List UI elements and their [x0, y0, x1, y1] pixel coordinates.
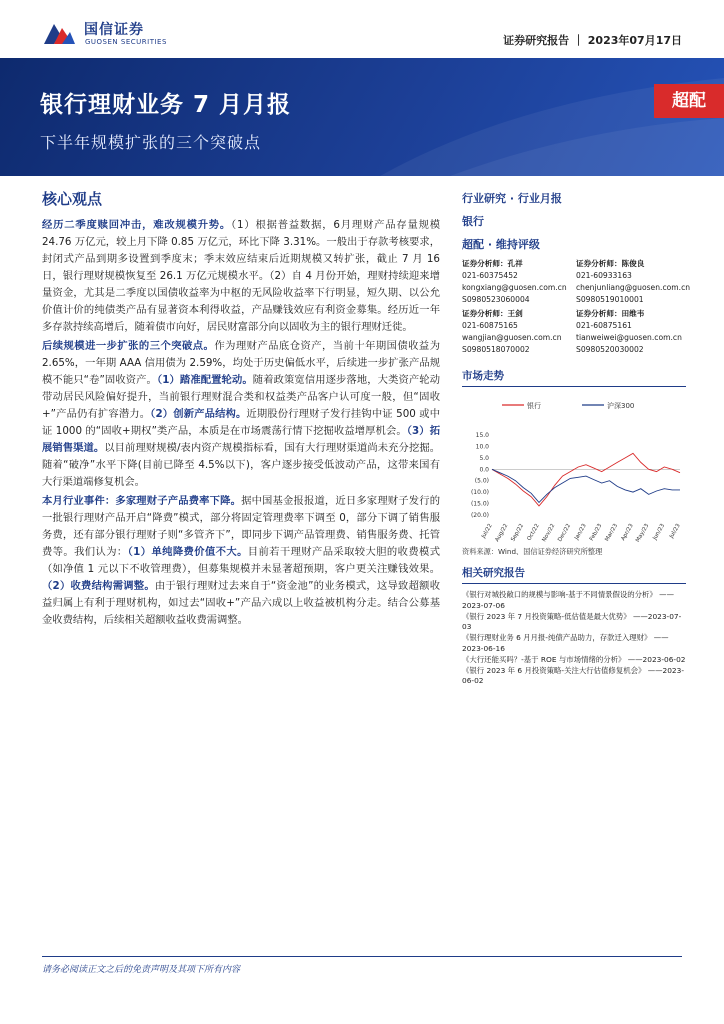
market-trend-chart: [462, 393, 686, 545]
x-axis: [480, 523, 682, 544]
p2-text-c: 近期股份行理财子发行挂钩中证 500 或中证 1000 的“固收+期权”类产品，本质是在市场震荡行情下挖掘收益增厚机会。: [42, 408, 440, 437]
p2-text-a: 作为理财产品底仓资产，当前十年期国债收益为 2.65%，一年期 AAA 信用债为 2.59%，均处于历史偏低水平，后续进一步扩张产品规模不能只“卷”固收资产。: [42, 340, 440, 386]
analyst-role: 证券分析师：陈俊良: [576, 259, 645, 268]
core-views: [42, 188, 440, 631]
y-tick-label: 15.0: [475, 432, 489, 439]
related-report-item[interactable]: 《大行还能买吗？-基于 ROE 与市场情绪的分析》 ——2023-06-02: [462, 654, 686, 664]
chart-svg: [462, 393, 686, 545]
x-tick-label: Aug/22: [494, 523, 510, 543]
analyst-card: [462, 308, 572, 356]
market-trend-title: 市场走势: [462, 368, 686, 387]
x-tick-label: Dec/22: [557, 523, 573, 543]
guosen-logo-icon: [42, 18, 76, 48]
analyst-email[interactable]: kongxiang@guosen.com.cn: [462, 283, 567, 292]
top-header: [0, 0, 724, 58]
analyst-cert: S0980519010001: [576, 295, 644, 304]
y-tick-label: (10.0): [470, 489, 489, 497]
brand-name-cn: 国信证券: [84, 22, 144, 38]
p3-highlight-2: （1）单纯降费价值不大。: [127, 546, 248, 558]
p2-highlight-3: （2）创新产品结构。: [150, 408, 247, 420]
footer-divider: [42, 956, 682, 957]
report-meta: 证券研究报告 ｜ 2023年07月17日: [503, 34, 682, 47]
x-tick-label: May/23: [635, 523, 651, 544]
brand-name-en: GUOSEN SECURITIES: [85, 38, 167, 46]
analyst-role: 证券分析师：王剑: [462, 309, 523, 318]
related-reports-list: [462, 590, 686, 687]
related-report-item[interactable]: 《银行理财业务 6 月月报-纯债产品助力，存款迁入理财》 ——2023-06-16: [462, 633, 669, 653]
chart-legend: [502, 401, 634, 410]
p1-text: （1）根据普益数据，6月理财产品存量规模 24.76 万亿元，较上月下降 0.85 万亿元，环比下降 3.31%。一般出于存款考核要求，封闭式产品到期多设置到季度末；季末效应结束后近期规模又转扩张，截止 7 月 16 日，银行理财规模恢复至 26.1 万亿元规模水平。（2）自 4 月份开始，理财持续迎来增量资金，尤其是二季度以国债收益率为中枢的无风险收益率下行明显，短久期、以公允价值计价的纯债类产品有显著资本利得收益，产品赚钱效应有利资金募集。经历近一年多存款持续高增后，随着债市向好，居民财富部分向以固收为主的银行理财迁徙。: [42, 219, 441, 333]
x-tick-label: Nov/22: [541, 523, 557, 543]
p1-highlight: 经历二季度赎回冲击，难改规模升势。: [42, 219, 232, 231]
p2-text-d: 以目前理财规模/表内资产规模指标看，国有大行理财渠道尚未充分挖掘。随着“破净”水平下降(目前已降至 4.5%以下)，客户逐步接受低波动产品，这带来国有大行渠道端修复机会。: [42, 442, 441, 488]
analyst-role: 证券分析师：田维韦: [576, 309, 645, 318]
title-banner: [0, 58, 724, 176]
analyst-phone: 021-60875161: [576, 321, 632, 330]
analyst-cert: S0980523060004: [462, 295, 530, 304]
x-tick-label: Jan/23: [573, 523, 588, 542]
related-report-item[interactable]: 《银行 2023 年 6 月投资策略-关注大行估值修复机会》 ——2023-06-02: [462, 665, 684, 685]
analyst-phone: 021-60375452: [462, 271, 518, 280]
paragraph-1: [42, 217, 440, 336]
y-tick-label: 0.0: [479, 466, 489, 474]
analyst-card: [576, 258, 691, 306]
sidebar: [462, 190, 691, 687]
series-line: [492, 469, 680, 502]
report-category: 行业研究 · 行业月报: [462, 192, 562, 205]
x-tick-label: Mar/23: [604, 523, 620, 543]
related-report-item[interactable]: 《银行 2023 年 7 月投资策略-低估值是最大优势》 ——2023-07-03: [462, 611, 682, 631]
analyst-email[interactable]: chenjunliang@guosen.com.cn: [576, 283, 691, 292]
chart-series: [492, 453, 680, 506]
x-tick-label: Jul/23: [668, 523, 682, 540]
legend-label: 银行: [527, 402, 541, 410]
x-tick-label: Feb/23: [588, 523, 604, 543]
report-subtitle: 下半年规模扩张的三个突破点: [40, 133, 262, 152]
legend-label: 沪深300: [607, 402, 635, 410]
analyst-list: [462, 258, 691, 358]
rating-badge: 超配: [654, 84, 724, 118]
p2-text-b: 随着政策宽信用逐步落地，大类资产轮动带动居民风险偏好提升，当前银行理财混合类和权益类产品客户认可度一般，但“固收+”产品仍有扩容潜力。: [42, 374, 441, 420]
analyst-phone: 021-60875165: [462, 321, 518, 330]
paragraph-2: [42, 338, 440, 491]
footer-disclaimer: 请务必阅读正文之后的免责声明及其项下所有内容: [42, 965, 241, 975]
y-tick-label: (15.0): [470, 500, 489, 508]
paragraph-3: [42, 493, 440, 629]
core-heading: 核心观点: [42, 190, 103, 208]
industry-rating: 超配 · 维持评级: [462, 238, 540, 251]
y-tick-label: (20.0): [470, 512, 489, 519]
related-reports-title: 相关研究报告: [462, 565, 686, 584]
analyst-cert: S0980518070002: [462, 345, 530, 354]
x-tick-label: Jun/23: [652, 523, 667, 542]
p3-text-a: 据中国基金报报道，近日多家理财子发行的一批银行理财产品开启“降费”模式，部分将固定管理费率下调至 0，部分下调了销售服务费，还有部分银行理财子则“多管齐下”，即同步下调产品管理费、销售服务费、托管费等。我们认为：: [42, 495, 441, 558]
x-tick-label: Sep/22: [510, 523, 526, 543]
x-tick-label: Oct/22: [526, 523, 541, 542]
analyst-phone: 021-60933163: [576, 271, 632, 280]
related-report-item[interactable]: 《银行对城投敞口的规模与影响-基于不同情景假设的分析》 ——2023-07-06: [462, 590, 674, 610]
analyst-card: [576, 308, 686, 356]
analyst-card: [462, 258, 572, 306]
y-tick-label: 10.0: [475, 443, 489, 451]
analyst-email[interactable]: wangjian@guosen.com.cn: [462, 333, 562, 342]
p3-highlight-3: （2）收费结构需调整。: [42, 580, 155, 592]
y-tick-label: (5.0): [474, 477, 489, 485]
analyst-role: 证券分析师：孔祥: [462, 259, 523, 268]
report-title: 银行理财业务 7 月月报: [40, 92, 292, 118]
x-tick-label: Apr/23: [620, 523, 635, 542]
x-tick-label: Jul/22: [480, 523, 494, 540]
analyst-email[interactable]: tianweiwei@guosen.com.cn: [576, 333, 682, 342]
p2-highlight-4: （3）拓展销售渠道。: [42, 425, 441, 454]
p3-text-c: 由于银行理财过去来自于“资金池”的业务模式，这导致超额收益归属上有利于理财机构，如过去“固收+”产品六成以上收益被机构分走。结合公募基金收费结构，后续相关超额收益收费需调整。: [42, 580, 440, 626]
p3-text-b: 目前若干理财产品采取较大胆的收费模式（如净值 1 元以下不收管理费），但募集规模并未显著超预期，客户更关注赚钱效果。: [42, 546, 441, 575]
y-tick-label: 5.0: [479, 454, 489, 462]
chart-source: 资料来源：Wind、国信证券经济研究所整理: [462, 547, 603, 556]
p3-highlight: 本月行业事件：多家理财子产品费率下降。: [42, 495, 242, 507]
p2-highlight-2: （1）踏准配置轮动。: [156, 374, 253, 386]
series-line: [492, 453, 680, 506]
industry-name: 银行: [462, 215, 484, 228]
p2-highlight: 后续规模进一步扩张的三个突破点。: [42, 340, 215, 352]
analyst-cert: S0980520030002: [576, 345, 644, 354]
